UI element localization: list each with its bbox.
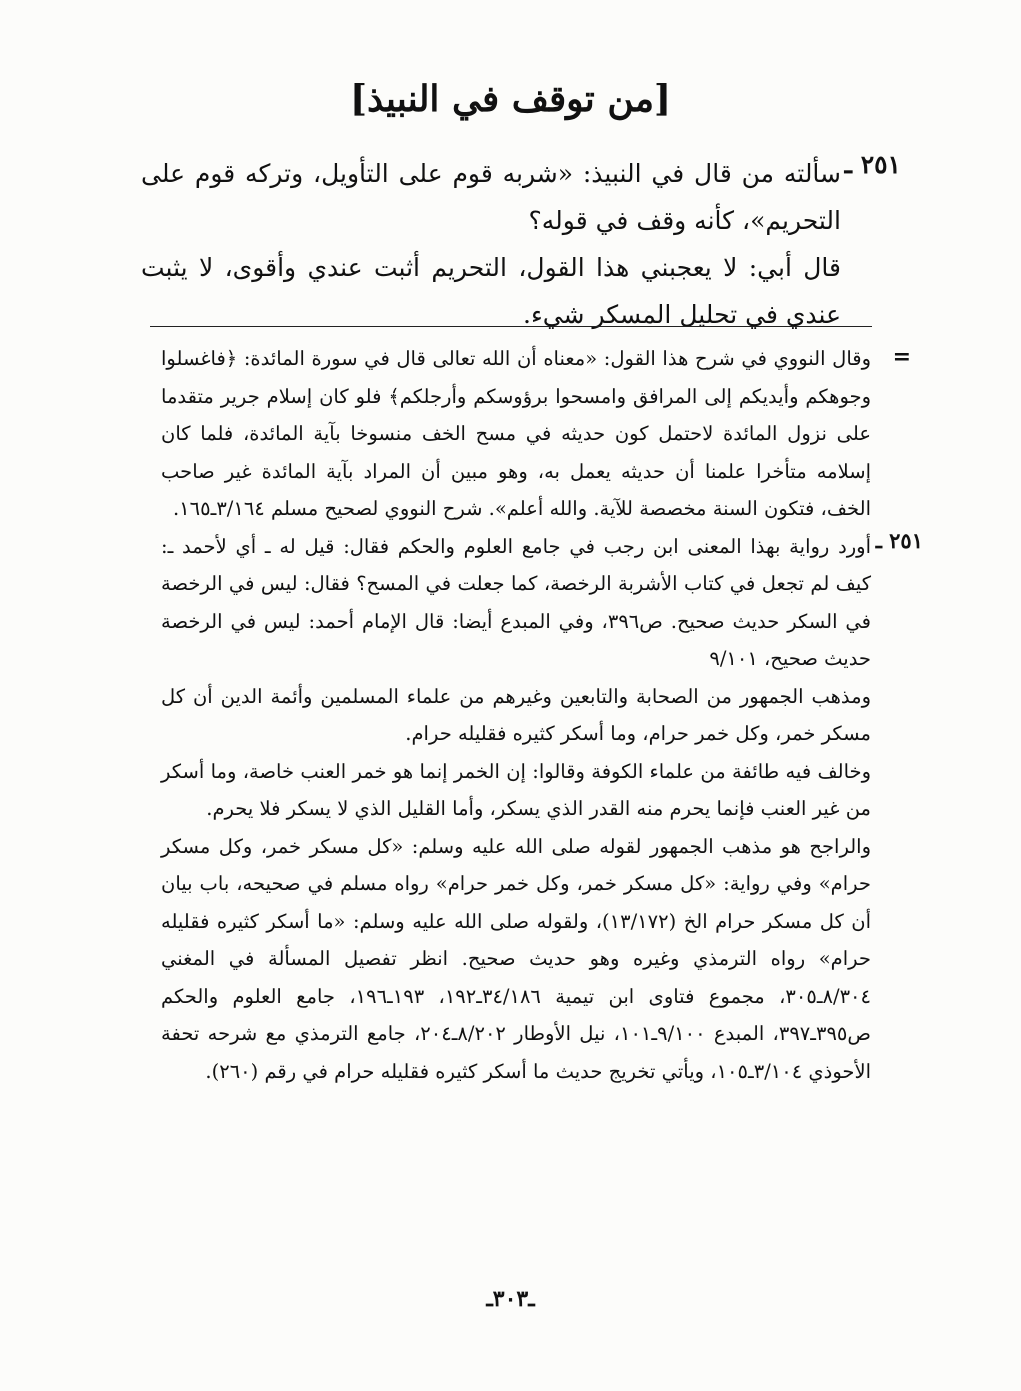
- continuation-marker: =: [892, 344, 911, 370]
- footnote-paragraph: ومذهب الجمهور من الصحابة والتابعين وغيرهم من علماء المسلمين وأئمة الدين أن كل مسكر خمر، وكل خمر حرام، وما أسكر كثيره فقليله حرام.: [161, 684, 871, 745]
- footnote-paragraph: وخالف فيه طائفة من علماء الكوفة وقالوا: إن الخمر إنما هو خمر العنب خاصة، وما أسكر من غير العنب فإنما يحرم منه القدر الذي يسكر، وأما القليل الذي لا يسكر فلا يحرم.: [161, 759, 871, 820]
- entry-251: [141, 150, 901, 338]
- footnote-251: [161, 527, 923, 1091]
- entry-question: سألته من قال في النبيذ: «شربه قوم على التأويل، وتركه قوم على التحريم»، كأنه وقف في قوله؟: [141, 159, 841, 235]
- footnote-number: ٢٥١ ـ: [875, 527, 923, 553]
- main-text-block: [141, 150, 901, 338]
- footnotes-block: [161, 340, 923, 1090]
- footnote-continuation-text: وقال النووي في شرح هذا القول: «معناه أن الله تعالى قال في سورة المائدة: ﴿فاغسلوا وجوهكم وأيديكم إلى المرافق وامسحوا برؤوسكم وأرجلكم﴾ فلو كان إسلام جرير متقدما على نزول المائدة لاحتمل كون حديثه في مسح الخف منسوخا بآية المائدة، فلما كان إسلامه متأخرا علمنا أن حديثه يعمل به، وهو مبين أن المراد بآية المائدة غير صاحب الخف، فتكون السنة مخصصة للآية. والله أعلم». شرح النووي لصحيح مسلم ٣/١٦٤ـ١٦٥.: [161, 347, 871, 520]
- section-heading: [من توقف في النبيذ]: [349, 78, 672, 120]
- footnote-separator: [150, 326, 872, 327]
- entry-answer: قال أبي: لا يعجبني هذا القول، التحريم أثبت عندي وأقوى، لا يثبت عندي في تحليل المسكر شيء.: [141, 253, 841, 329]
- footnote-continuation: [161, 340, 911, 528]
- footnote-paragraph: والراجح هو مذهب الجمهور لقوله صلى الله عليه وسلم: «كل مسكر خمر، وكل مسكر حرام» وفي رواية: «كل مسكر خمر، وكل خمر حرام» رواه مسلم في صحيحه، باب بيان أن كل مسكر حرام الخ (١٣/١٧٢)، ولقوله صلى الله عليه وسلم: «ما أسكر كثيره فقليله حرام» رواه الترمذي وغيره وهو حديث صحيح. انظر تفصيل المسألة في المغني ٨/٣٠٤ـ٣٠٥، مجموع فتاوى ابن تيمية ٣٤/١٨٦ـ١٩٢، ١٩٣ـ١٩٦، جامع العلوم والحكم ص٣٩٥ـ٣٩٧، المبدع ٩/١٠٠ـ١٠١، نيل الأوطار ٨/٢٠٢ـ٢٠٤، جامع الترمذي مع شرحه تحفة الأحوذي ٣/١٠٤ـ١٠٥، ويأتي تخريج حديث ما أسكر كثيره فقليله حرام في رقم (٢٦٠).: [161, 834, 871, 1083]
- footnote-paragraph: أورد رواية بهذا المعنى ابن رجب في جامع العلوم والحكم فقال: قيل له ـ أي لأحمد ـ: كيف لم تجعل في كتاب الأشربة الرخصة، كما جعلت في المسح؟ فقال: ليس في الرخصة في السكر حديث صحيح. ص٣٩٦، وفي المبدع أيضا: قال الإمام أحمد: ليس في الرخصة حديث صحيح، ٩/١٠١: [161, 534, 871, 670]
- page-number: ـ٣٠٣ـ: [486, 1286, 535, 1312]
- entry-body: [141, 150, 841, 338]
- entry-number: ٢٥١ ـ: [844, 150, 901, 179]
